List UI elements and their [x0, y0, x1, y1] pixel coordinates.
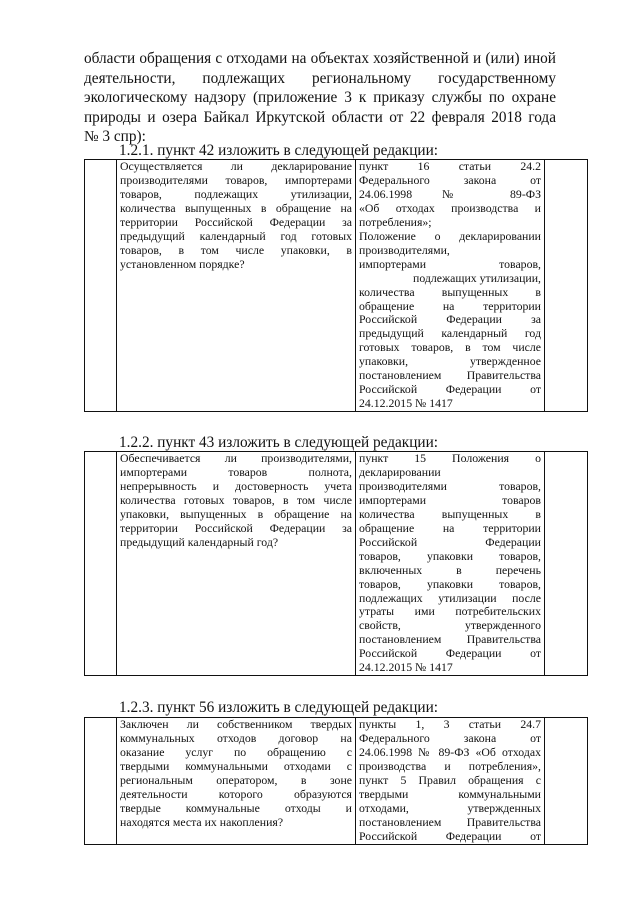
reference-line: постановлением Правительства — [359, 368, 541, 383]
reference-line: включенных в перечень — [359, 562, 541, 577]
reference-line: производителями, — [359, 242, 450, 257]
mark-cell — [545, 452, 588, 676]
reference-line: товаров, упаковки товаров, — [359, 576, 541, 591]
reference-cell — [356, 452, 545, 676]
reference-line: потребления»; — [359, 214, 432, 229]
question-cell — [117, 160, 356, 412]
intro-line: области обращения с отходами на объектах хозяйственной и (или) иной — [84, 50, 556, 67]
question-line: товаров, подлежащих утилизации, — [120, 186, 352, 201]
reference-line: Российской Федерации за — [359, 312, 541, 327]
question-line: Обеспечивается ли производителями, — [120, 451, 352, 465]
requirements-table-3 — [84, 717, 588, 845]
table-row — [85, 160, 588, 412]
reference-line: 24.06.1998 № 89-ФЗ — [359, 186, 541, 201]
number-cell — [85, 452, 117, 676]
reference-line: Положение о декларировании — [359, 228, 541, 243]
mark-cell — [545, 718, 588, 845]
question-line: Заключен ли собственником твердых — [120, 717, 352, 731]
question-line: твердые коммунальные отходы и — [120, 800, 352, 815]
reference-line: производства и потребления», — [359, 758, 541, 773]
question-line: региональным оператором, в зоне — [120, 772, 352, 787]
reference-line: пункт 15 Положения о — [359, 451, 541, 465]
reference-cell — [356, 160, 545, 412]
reference-line: Российской Федерации от — [359, 646, 541, 661]
question-line: товаров, в том числе упаковки, в — [120, 242, 352, 257]
question-line: предыдущий календарный год? — [120, 534, 279, 549]
table-row — [85, 452, 588, 676]
reference-line: утраты ими потребительских — [359, 604, 541, 619]
question-line: импортерами товаров полнота, — [120, 464, 352, 479]
reference-line: Российской Федерации — [359, 534, 541, 549]
intro-line: природы и озера Байкал Иркутской области от 22 февраля 2018 года — [84, 108, 556, 126]
section-heading-2: 1.2.2. пункт 43 изложить в следующей редакции: — [119, 434, 439, 451]
reference-line: Российской Федерации от — [359, 828, 541, 843]
question-line: территории Российской Федерации за — [120, 214, 352, 229]
question-line: Осуществляется ли декларирование — [120, 159, 352, 173]
reference-line: свойств, утвержденного — [359, 618, 541, 633]
table-row — [85, 718, 588, 845]
reference-line: Федерального закона от — [359, 172, 541, 187]
question-line: установленном порядке? — [120, 256, 245, 271]
reference-line: постановлением Правительства — [359, 632, 541, 647]
reference-line: подлежащих утилизации, — [413, 270, 541, 285]
number-cell — [85, 718, 117, 845]
question-line: деятельности которого образуются — [120, 786, 352, 801]
reference-cell — [356, 718, 545, 845]
question-line: предыдущий календарный год готовых — [120, 228, 352, 243]
question-line: территории Российской Федерации за — [120, 520, 352, 535]
reference-line: «Об отходах производства и — [359, 200, 541, 215]
reference-line: твердыми коммунальными — [359, 786, 541, 801]
question-line: производителями товаров, импортерами — [120, 172, 352, 187]
reference-line: упаковки, утвержденное — [359, 354, 541, 369]
question-line: количества готовых товаров, в том числе — [120, 492, 352, 507]
reference-line: подлежащих утилизации после — [359, 590, 541, 605]
question-cell — [117, 452, 356, 676]
reference-line: 24.12.2015 № 1417 — [359, 396, 453, 411]
reference-line: товаров, упаковки товаров, — [359, 548, 541, 563]
section-heading-1: 1.2.1. пункт 42 изложить в следующей редакции: — [119, 142, 439, 159]
reference-line: 24.12.2015 № 1417 — [359, 660, 453, 675]
intro-line: № 3 спр): — [84, 128, 146, 146]
reference-line: отходами, утвержденных — [359, 800, 541, 815]
question-line: упаковки, выпущенных в обращение на — [120, 506, 352, 521]
reference-line: декларировании — [359, 464, 441, 479]
intro-paragraph — [84, 49, 556, 147]
reference-line: обращение на территории — [359, 298, 541, 313]
question-line: твердыми коммунальными отходами с — [120, 758, 352, 773]
section-heading-3: 1.2.3. пункт 56 изложить в следующей редакции: — [119, 699, 439, 716]
intro-line: деятельности, подлежащих региональному государственному — [84, 69, 556, 87]
reference-line: предыдущий календарный год — [359, 326, 541, 341]
reference-line: производителями товаров, — [359, 478, 541, 493]
question-cell — [117, 718, 356, 845]
reference-line: готовых товаров, в том числе — [359, 340, 541, 355]
reference-line: постановлением Правительства — [359, 814, 541, 829]
intro-line: экологическому надзору (приложение 3 к приказу службы по охране — [84, 89, 556, 107]
question-line: оказание услуг по обращению с — [120, 744, 352, 759]
question-line: непрерывность и достоверность учета — [120, 478, 352, 493]
reference-line: пункт 5 Правил обращения с — [359, 772, 541, 787]
question-line: находятся места их накопления? — [120, 814, 284, 829]
question-line: коммунальных отходов договор на — [120, 730, 352, 745]
mark-cell — [545, 160, 588, 412]
requirements-table-1 — [84, 159, 588, 412]
reference-line: обращение на территории — [359, 520, 541, 535]
reference-line: 24.06.1998 № 89-ФЗ «Об отходах — [359, 744, 541, 759]
reference-line: пункт 16 статьи 24.2 — [359, 159, 541, 173]
number-cell — [85, 160, 117, 412]
reference-line: Федерального закона от — [359, 730, 541, 745]
reference-line: пункты 1, 3 статьи 24.7 — [359, 717, 541, 731]
reference-line: импортерами товаров, — [359, 256, 541, 271]
reference-line: количества выпущенных в — [359, 506, 541, 521]
reference-line: импортерами товаров — [359, 492, 541, 507]
requirements-table-2 — [84, 451, 588, 676]
reference-line: количества выпущенных в — [359, 284, 541, 299]
reference-line: Российской Федерации от — [359, 382, 541, 397]
question-line: количества выпущенных в обращение на — [120, 200, 352, 215]
